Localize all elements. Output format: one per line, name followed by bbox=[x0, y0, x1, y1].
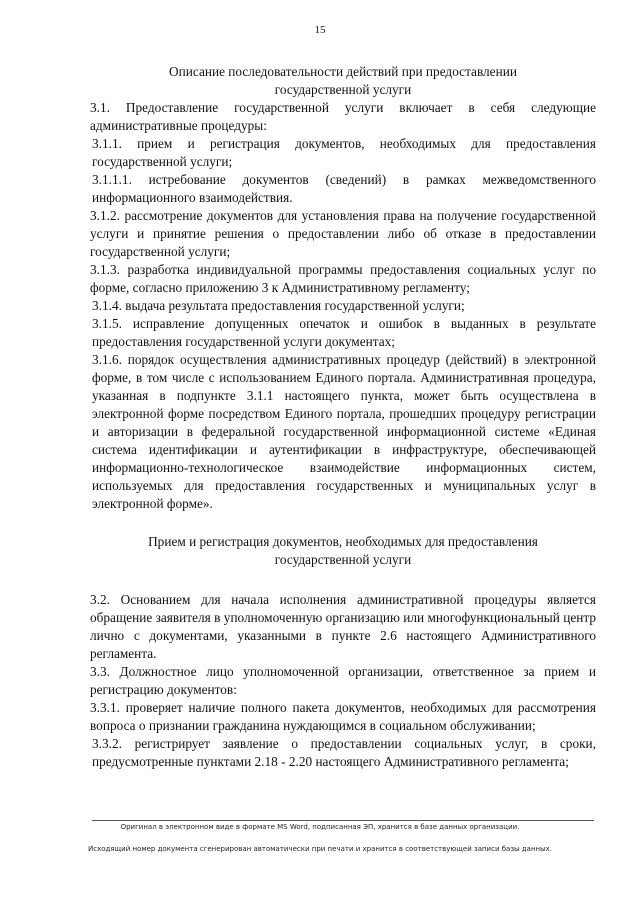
paragraph-3-3-2: 3.3.2. регистрирует заявление о предоставлении социальных услуг, в сроки, предусмотренные пунктами 2.18 - 2.20 настоящего Административного регламента; bbox=[92, 736, 596, 769]
page-number: 15 bbox=[314, 24, 326, 36]
paragraph-3-1-4: 3.1.4. выдача результата предоставления государственной услуги; bbox=[92, 298, 465, 313]
section-spacer bbox=[90, 569, 596, 591]
paragraph-3-1-2: 3.1.2. рассмотрение документов для установления права на получение государственной услуги и принятие решения о предоставлении либо об отказе в предоставлении государственной услуги; bbox=[90, 208, 596, 259]
paragraph-3-2: 3.2. Основанием для начала исполнения административной процедуры является обращение заявителя в уполномоченную организацию или многофункциональный центр лично с документами, указанными в пункте 2.6 настоящего Административного регламента. bbox=[90, 592, 596, 661]
section-heading-line2: государственной услуги bbox=[274, 82, 412, 97]
paragraph-3-1-1-1: 3.1.1.1. истребование документов (сведений) в рамках межведомственного информационного взаимодействия. bbox=[92, 172, 596, 205]
paragraph-3-1-3: 3.1.3. разработка индивидуальной программы предоставления социальных услуг по форме, согласно приложению 3 к Административному регламенту; bbox=[90, 262, 596, 295]
paragraph-3-1-1: 3.1.1. прием и регистрация документов, необходимых для предоставления государственной услуги; bbox=[92, 136, 596, 169]
document-body bbox=[90, 63, 596, 771]
paragraph-3-1: 3.1. Предоставление государственной услуги включает в себя следующие административные процедуры: bbox=[90, 100, 596, 133]
paragraph-3-3-1: 3.3.1. проверяет наличие полного пакета документов, необходимых для рассмотрения вопроса о признании гражданина нуждающимся в социальном обслуживании; bbox=[90, 700, 596, 733]
footer-note-original: Оригинал в электронном виде в формате MS Word, подписанная ЭП, хранится в базе данных организации. bbox=[120, 823, 520, 831]
paragraph-3-3: 3.3. Должностное лицо уполномоченной организации, ответственное за прием и регистрацию документов: bbox=[90, 664, 596, 697]
paragraph-3-1-5: 3.1.5. исправление допущенных опечаток и ошибок в выданных в результате предоставления государственной услуги документах; bbox=[92, 316, 596, 349]
paragraph-3-1-6: 3.1.6. порядок осуществления административных процедур (действий) в электронной форме, в том числе с использованием Единого портала. Административная процедура, указанная в подпункте 3.1.1 настоящего пункта, может быть осуществлена в электронной форме посредством Единого портала, прошедших процедуру регистрации и авторизации в федеральной государственной информационной системе «Единая система идентификации и аутентификации в инфраструктуре, обеспечивающей информационно-технологическое взаимодействие информационных систем, используемых для предоставления государственных и муниципальных услуг в электронной форме». bbox=[92, 352, 596, 511]
footer-note-number: Исходящий номер документа сгенерирован автоматически при печати и хранится в соответствующей записи базы данных. bbox=[88, 845, 552, 853]
section-heading-line1: Описание последовательности действий при предоставлении bbox=[169, 64, 517, 79]
section-heading-2-line2: государственной услуги bbox=[274, 552, 412, 567]
footer-divider bbox=[92, 820, 594, 821]
section-heading-2-line1: Прием и регистрация документов, необходимых для предоставления bbox=[148, 534, 538, 549]
